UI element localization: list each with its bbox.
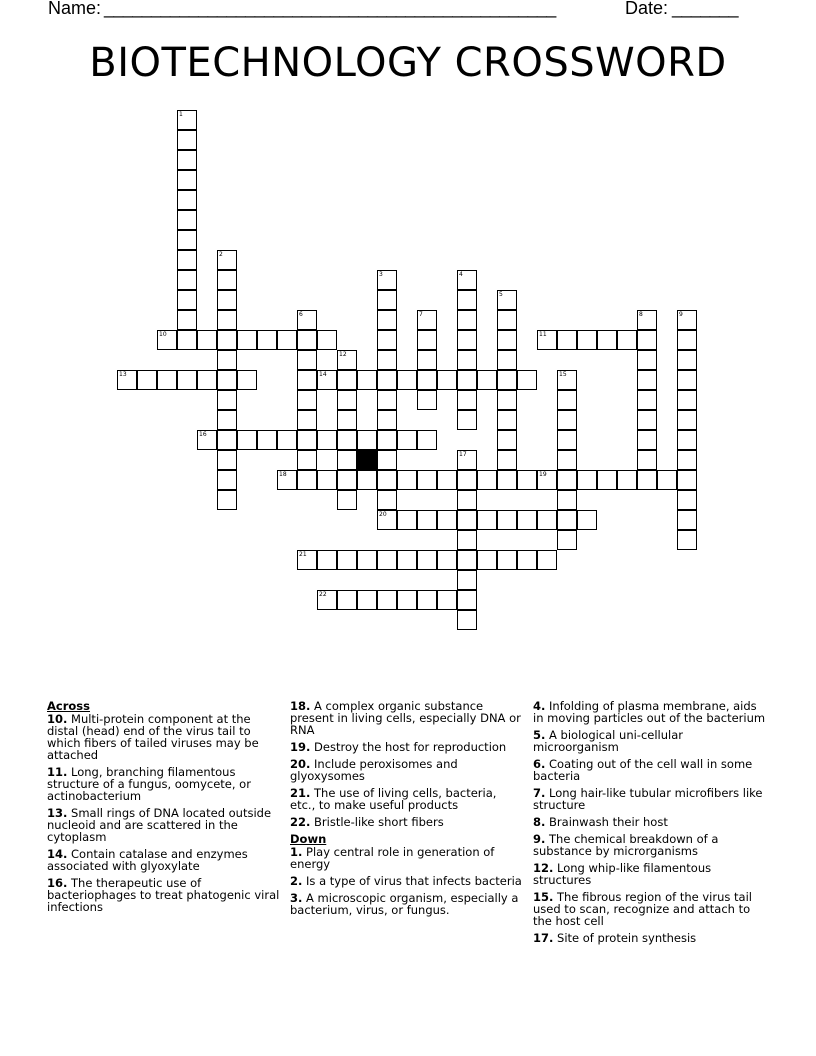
- grid-cell[interactable]: [177, 170, 197, 190]
- clue-number-2: 2: [219, 251, 223, 258]
- grid-cell[interactable]: [457, 350, 477, 370]
- grid-cell[interactable]: [417, 370, 437, 390]
- grid-cell[interactable]: [637, 370, 657, 390]
- grid-cell[interactable]: [477, 550, 497, 570]
- name-line[interactable]: ________________________________________________: [104, 0, 556, 18]
- grid-cell[interactable]: [417, 550, 437, 570]
- grid-cell[interactable]: [437, 470, 457, 490]
- clue-number-3: 3: [379, 271, 383, 278]
- grid-cell[interactable]: [317, 430, 337, 450]
- clue-number-13: 13: [119, 371, 127, 378]
- grid-cell[interactable]: [217, 390, 237, 410]
- clue-number-7: 7: [419, 311, 423, 318]
- clue-down-9: 9. The chemical breakdown of a substance by microrganisms: [533, 832, 719, 858]
- grid-cell[interactable]: [317, 330, 337, 350]
- clue-down-2: 2. Is a type of virus that infects bacteria: [290, 874, 522, 888]
- grid-cell[interactable]: [517, 510, 537, 530]
- clue-down-5: 5. A biological uni-cellular microorganism: [533, 728, 683, 754]
- name-label: Name:: [48, 0, 102, 18]
- grid-cell[interactable]: [337, 550, 357, 570]
- grid-cell[interactable]: [137, 370, 157, 390]
- grid-cell[interactable]: [377, 490, 397, 510]
- across-heading: Across: [47, 699, 90, 713]
- grid-cell[interactable]: [377, 410, 397, 430]
- grid-cell[interactable]: [377, 590, 397, 610]
- grid-cell[interactable]: [517, 370, 537, 390]
- grid-cell[interactable]: [417, 510, 437, 530]
- grid-cell[interactable]: [417, 590, 437, 610]
- clues-column-3: [533, 700, 768, 949]
- grid-cell[interactable]: [217, 410, 237, 430]
- grid-cell[interactable]: [677, 450, 697, 470]
- grid-cell[interactable]: [157, 370, 177, 390]
- grid-cell[interactable]: [417, 470, 437, 490]
- clue-down-4: 4. Infolding of plasma membrane, aids in moving particles out of the bacterium: [533, 699, 766, 725]
- grid-cell[interactable]: [177, 190, 197, 210]
- grid-cell[interactable]: [397, 430, 417, 450]
- grid-cell[interactable]: [457, 330, 477, 350]
- grid-cell[interactable]: [497, 470, 517, 490]
- grid-cell[interactable]: [497, 370, 517, 390]
- grid-cell[interactable]: [217, 310, 237, 330]
- clue-down-1: 1. Play central role in generation of energy: [290, 845, 495, 871]
- clue-number-14: 14: [319, 371, 327, 378]
- grid-cell[interactable]: [477, 370, 497, 390]
- grid-cell[interactable]: [337, 430, 357, 450]
- grid-cell[interactable]: [377, 470, 397, 490]
- grid-cell[interactable]: [677, 470, 697, 490]
- grid-cell[interactable]: [377, 390, 397, 410]
- grid-cell[interactable]: [177, 330, 197, 350]
- clue-down-17: 17. Site of protein synthesis: [533, 931, 697, 945]
- grid-cell[interactable]: [297, 410, 317, 430]
- grid-cell[interactable]: [497, 330, 517, 350]
- grid-cell[interactable]: [637, 330, 657, 350]
- clue-number-16: 16: [199, 431, 207, 438]
- grid-cell[interactable]: [477, 510, 497, 530]
- grid-cell[interactable]: [557, 330, 577, 350]
- grid-cell[interactable]: [677, 390, 697, 410]
- grid-cell[interactable]: [557, 530, 577, 550]
- grid-cell[interactable]: [437, 550, 457, 570]
- grid-cell[interactable]: [457, 370, 477, 390]
- clue-number-19: 19: [539, 471, 547, 478]
- grid-cell[interactable]: [177, 210, 197, 230]
- date-line[interactable]: _______: [672, 0, 738, 18]
- grid-cell[interactable]: [677, 350, 697, 370]
- clue-across-21: 21. The use of living cells, bacteria, etc., to make useful products: [290, 786, 497, 812]
- grid-cell[interactable]: [457, 410, 477, 430]
- grid-cell[interactable]: [637, 470, 657, 490]
- grid-cell[interactable]: [317, 550, 337, 570]
- grid-cell[interactable]: [497, 450, 517, 470]
- grid-cell[interactable]: [237, 370, 257, 390]
- grid-cell[interactable]: [417, 350, 437, 370]
- grid-cell[interactable]: [177, 230, 197, 250]
- grid-cell[interactable]: [197, 330, 217, 350]
- grid-cell[interactable]: [377, 450, 397, 470]
- grid-cell[interactable]: [337, 590, 357, 610]
- grid-cell[interactable]: [177, 370, 197, 390]
- grid-cell[interactable]: [217, 330, 237, 350]
- clue-down-15: 15. The fibrous region of the virus tail used to scan, recognize and attach to the host cell: [533, 890, 752, 928]
- clue-down-3: 3. A microscopic organism, especially a bacterium, virus, or fungus.: [290, 891, 519, 917]
- grid-cell[interactable]: [357, 590, 377, 610]
- grid-cell[interactable]: [417, 330, 437, 350]
- grid-cell[interactable]: [237, 430, 257, 450]
- grid-cell[interactable]: [637, 390, 657, 410]
- grid-cell[interactable]: [397, 550, 417, 570]
- clue-down-7: 7. Long hair-like tubular microfibers like structure: [533, 786, 763, 812]
- clue-number-15: 15: [559, 371, 567, 378]
- clue-down-8: 8. Brainwash their host: [533, 815, 668, 829]
- grid-cell[interactable]: [297, 470, 317, 490]
- grid-cell[interactable]: [217, 350, 237, 370]
- page-title: BIOTECHNOLOGY CROSSWORD: [89, 40, 727, 86]
- grid-block-cell: [357, 450, 377, 470]
- grid-cell[interactable]: [557, 410, 577, 430]
- grid-cell[interactable]: [377, 370, 397, 390]
- grid-cell[interactable]: [177, 310, 197, 330]
- grid-cell[interactable]: [497, 550, 517, 570]
- clue-number-17: 17: [459, 451, 467, 458]
- grid-cell[interactable]: [337, 370, 357, 390]
- clue-across-18: 18. A complex organic substance present in living cells, especially DNA or RNA: [290, 699, 521, 737]
- clue-number-21: 21: [299, 551, 307, 558]
- grid-cell[interactable]: [337, 390, 357, 410]
- clue-across-22: 22. Bristle-like short fibers: [290, 815, 444, 829]
- grid-cell[interactable]: [297, 390, 317, 410]
- grid-cell[interactable]: [217, 490, 237, 510]
- clue-number-5: 5: [499, 291, 503, 298]
- grid-cell[interactable]: [177, 130, 197, 150]
- grid-cell[interactable]: [377, 310, 397, 330]
- grid-cell[interactable]: [277, 330, 297, 350]
- grid-cell[interactable]: [217, 270, 237, 290]
- grid-cell[interactable]: [357, 470, 377, 490]
- grid-cell[interactable]: [557, 510, 577, 530]
- grid-cell[interactable]: [617, 470, 637, 490]
- clue-number-8: 8: [639, 311, 643, 318]
- clue-across-20: 20. Include peroxisomes and glyoxysomes: [290, 757, 458, 783]
- clue-across-14: 14. Contain catalase and enzymes associated with glyoxylate: [47, 847, 248, 873]
- grid-cell[interactable]: [437, 510, 457, 530]
- grid-cell[interactable]: [457, 490, 477, 510]
- clue-number-6: 6: [299, 311, 303, 318]
- grid-cell[interactable]: [557, 430, 577, 450]
- grid-cell[interactable]: [457, 570, 477, 590]
- grid-cell[interactable]: [297, 450, 317, 470]
- grid-cell[interactable]: [677, 510, 697, 530]
- grid-cell[interactable]: [677, 490, 697, 510]
- clue-number-12: 12: [339, 351, 347, 358]
- grid-cell[interactable]: [577, 330, 597, 350]
- clue-number-22: 22: [319, 591, 327, 598]
- grid-cell[interactable]: [397, 370, 417, 390]
- grid-cell[interactable]: [357, 550, 377, 570]
- grid-cell[interactable]: [177, 250, 197, 270]
- grid-cell[interactable]: [297, 370, 317, 390]
- grid-cell[interactable]: [537, 510, 557, 530]
- grid-cell[interactable]: [457, 470, 477, 490]
- grid-cell[interactable]: [377, 350, 397, 370]
- grid-cell[interactable]: [497, 430, 517, 450]
- grid-cell[interactable]: [377, 330, 397, 350]
- grid-cell[interactable]: [397, 510, 417, 530]
- grid-cell[interactable]: [637, 450, 657, 470]
- date-label: Date:: [625, 0, 669, 18]
- grid-cell[interactable]: [337, 490, 357, 510]
- grid-cell[interactable]: [337, 410, 357, 430]
- grid-cell[interactable]: [457, 550, 477, 570]
- grid-cell[interactable]: [457, 610, 477, 630]
- grid-cell[interactable]: [657, 470, 677, 490]
- grid-cell[interactable]: [397, 470, 417, 490]
- clue-number-18: 18: [279, 471, 287, 478]
- grid-cell[interactable]: [517, 470, 537, 490]
- clue-number-4: 4: [459, 271, 463, 278]
- grid-cell[interactable]: [297, 430, 317, 450]
- grid-cell[interactable]: [557, 470, 577, 490]
- grid-cell[interactable]: [237, 330, 257, 350]
- grid-cell[interactable]: [637, 350, 657, 370]
- grid-cell[interactable]: [217, 450, 237, 470]
- grid-cell[interactable]: [377, 290, 397, 310]
- clue-number-10: 10: [159, 331, 167, 338]
- grid-cell[interactable]: [677, 370, 697, 390]
- grid-cell[interactable]: [577, 510, 597, 530]
- grid-cell[interactable]: [417, 390, 437, 410]
- grid-cell[interactable]: [497, 350, 517, 370]
- grid-cell[interactable]: [397, 590, 417, 610]
- grid-cell[interactable]: [217, 370, 237, 390]
- clue-across-13: 13. Small rings of DNA located outside nucleoid and are scattered in the cytoplasm: [47, 806, 272, 844]
- clue-number-20: 20: [379, 511, 387, 518]
- grid-cell[interactable]: [257, 430, 277, 450]
- grid-cell[interactable]: [497, 510, 517, 530]
- grid-cell[interactable]: [637, 410, 657, 430]
- clue-number-1: 1: [179, 111, 183, 118]
- clue-number-9: 9: [679, 311, 683, 318]
- grid-cell[interactable]: [457, 310, 477, 330]
- clues-column-1: [47, 700, 282, 918]
- grid-cell[interactable]: [457, 290, 477, 310]
- grid-cell[interactable]: [377, 430, 397, 450]
- grid-cell[interactable]: [377, 550, 397, 570]
- grid-cell[interactable]: [177, 270, 197, 290]
- grid-cell[interactable]: [317, 470, 337, 490]
- grid-cell[interactable]: [337, 450, 357, 470]
- grid-cell[interactable]: [197, 370, 217, 390]
- clue-number-11: 11: [539, 331, 547, 338]
- clue-down-6: 6. Coating out of the cell wall in some bacteria: [533, 757, 753, 783]
- grid-cell[interactable]: [177, 290, 197, 310]
- clue-across-19: 19. Destroy the host for reproduction: [290, 740, 507, 754]
- grid-cell[interactable]: [457, 390, 477, 410]
- grid-cell[interactable]: [457, 510, 477, 530]
- clue-across-16: 16. The therapeutic use of bacteriophages to treat phatogenic viral infections: [47, 876, 280, 914]
- clues-column-2: [290, 700, 525, 921]
- grid-cell[interactable]: [537, 550, 557, 570]
- grid-cell[interactable]: [677, 410, 697, 430]
- grid-cell[interactable]: [177, 150, 197, 170]
- grid-cell[interactable]: [557, 450, 577, 470]
- clue-down-12: 12. Long whip-like filamentous structures: [533, 861, 712, 887]
- grid-cell[interactable]: [297, 350, 317, 370]
- grid-cell[interactable]: [497, 310, 517, 330]
- grid-cell[interactable]: [677, 430, 697, 450]
- grid-cell[interactable]: [457, 590, 477, 610]
- grid-cell[interactable]: [277, 430, 297, 450]
- grid-cell[interactable]: [637, 430, 657, 450]
- grid-cell[interactable]: [437, 590, 457, 610]
- grid-cell[interactable]: [557, 390, 577, 410]
- grid-cell[interactable]: [257, 330, 277, 350]
- grid-cell[interactable]: [457, 530, 477, 550]
- grid-cell[interactable]: [437, 370, 457, 390]
- grid-cell[interactable]: [597, 330, 617, 350]
- grid-cell[interactable]: [497, 410, 517, 430]
- grid-cell[interactable]: [517, 550, 537, 570]
- grid-cell[interactable]: [477, 470, 497, 490]
- grid-cell[interactable]: [577, 470, 597, 490]
- clue-across-10: 10. Multi-protein component at the distal (head) end of the virus tail to which fibers of tailed viruses may be attached: [47, 712, 259, 762]
- grid-cell[interactable]: [217, 430, 237, 450]
- grid-cell[interactable]: [497, 390, 517, 410]
- grid-cell[interactable]: [357, 430, 377, 450]
- down-heading: Down: [290, 832, 327, 846]
- grid-cell[interactable]: [357, 370, 377, 390]
- grid-cell[interactable]: [337, 470, 357, 490]
- grid-cell[interactable]: [217, 290, 237, 310]
- grid-cell[interactable]: [617, 330, 637, 350]
- grid-cell[interactable]: [677, 330, 697, 350]
- grid-cell[interactable]: [557, 490, 577, 510]
- clue-across-11: 11. Long, branching filamentous structure of a fungus, oomycete, or actinobacterium: [47, 765, 251, 803]
- grid-cell[interactable]: [597, 470, 617, 490]
- grid-cell[interactable]: [417, 430, 437, 450]
- grid-cell[interactable]: [217, 470, 237, 490]
- grid-cell[interactable]: [677, 530, 697, 550]
- grid-cell[interactable]: [297, 330, 317, 350]
